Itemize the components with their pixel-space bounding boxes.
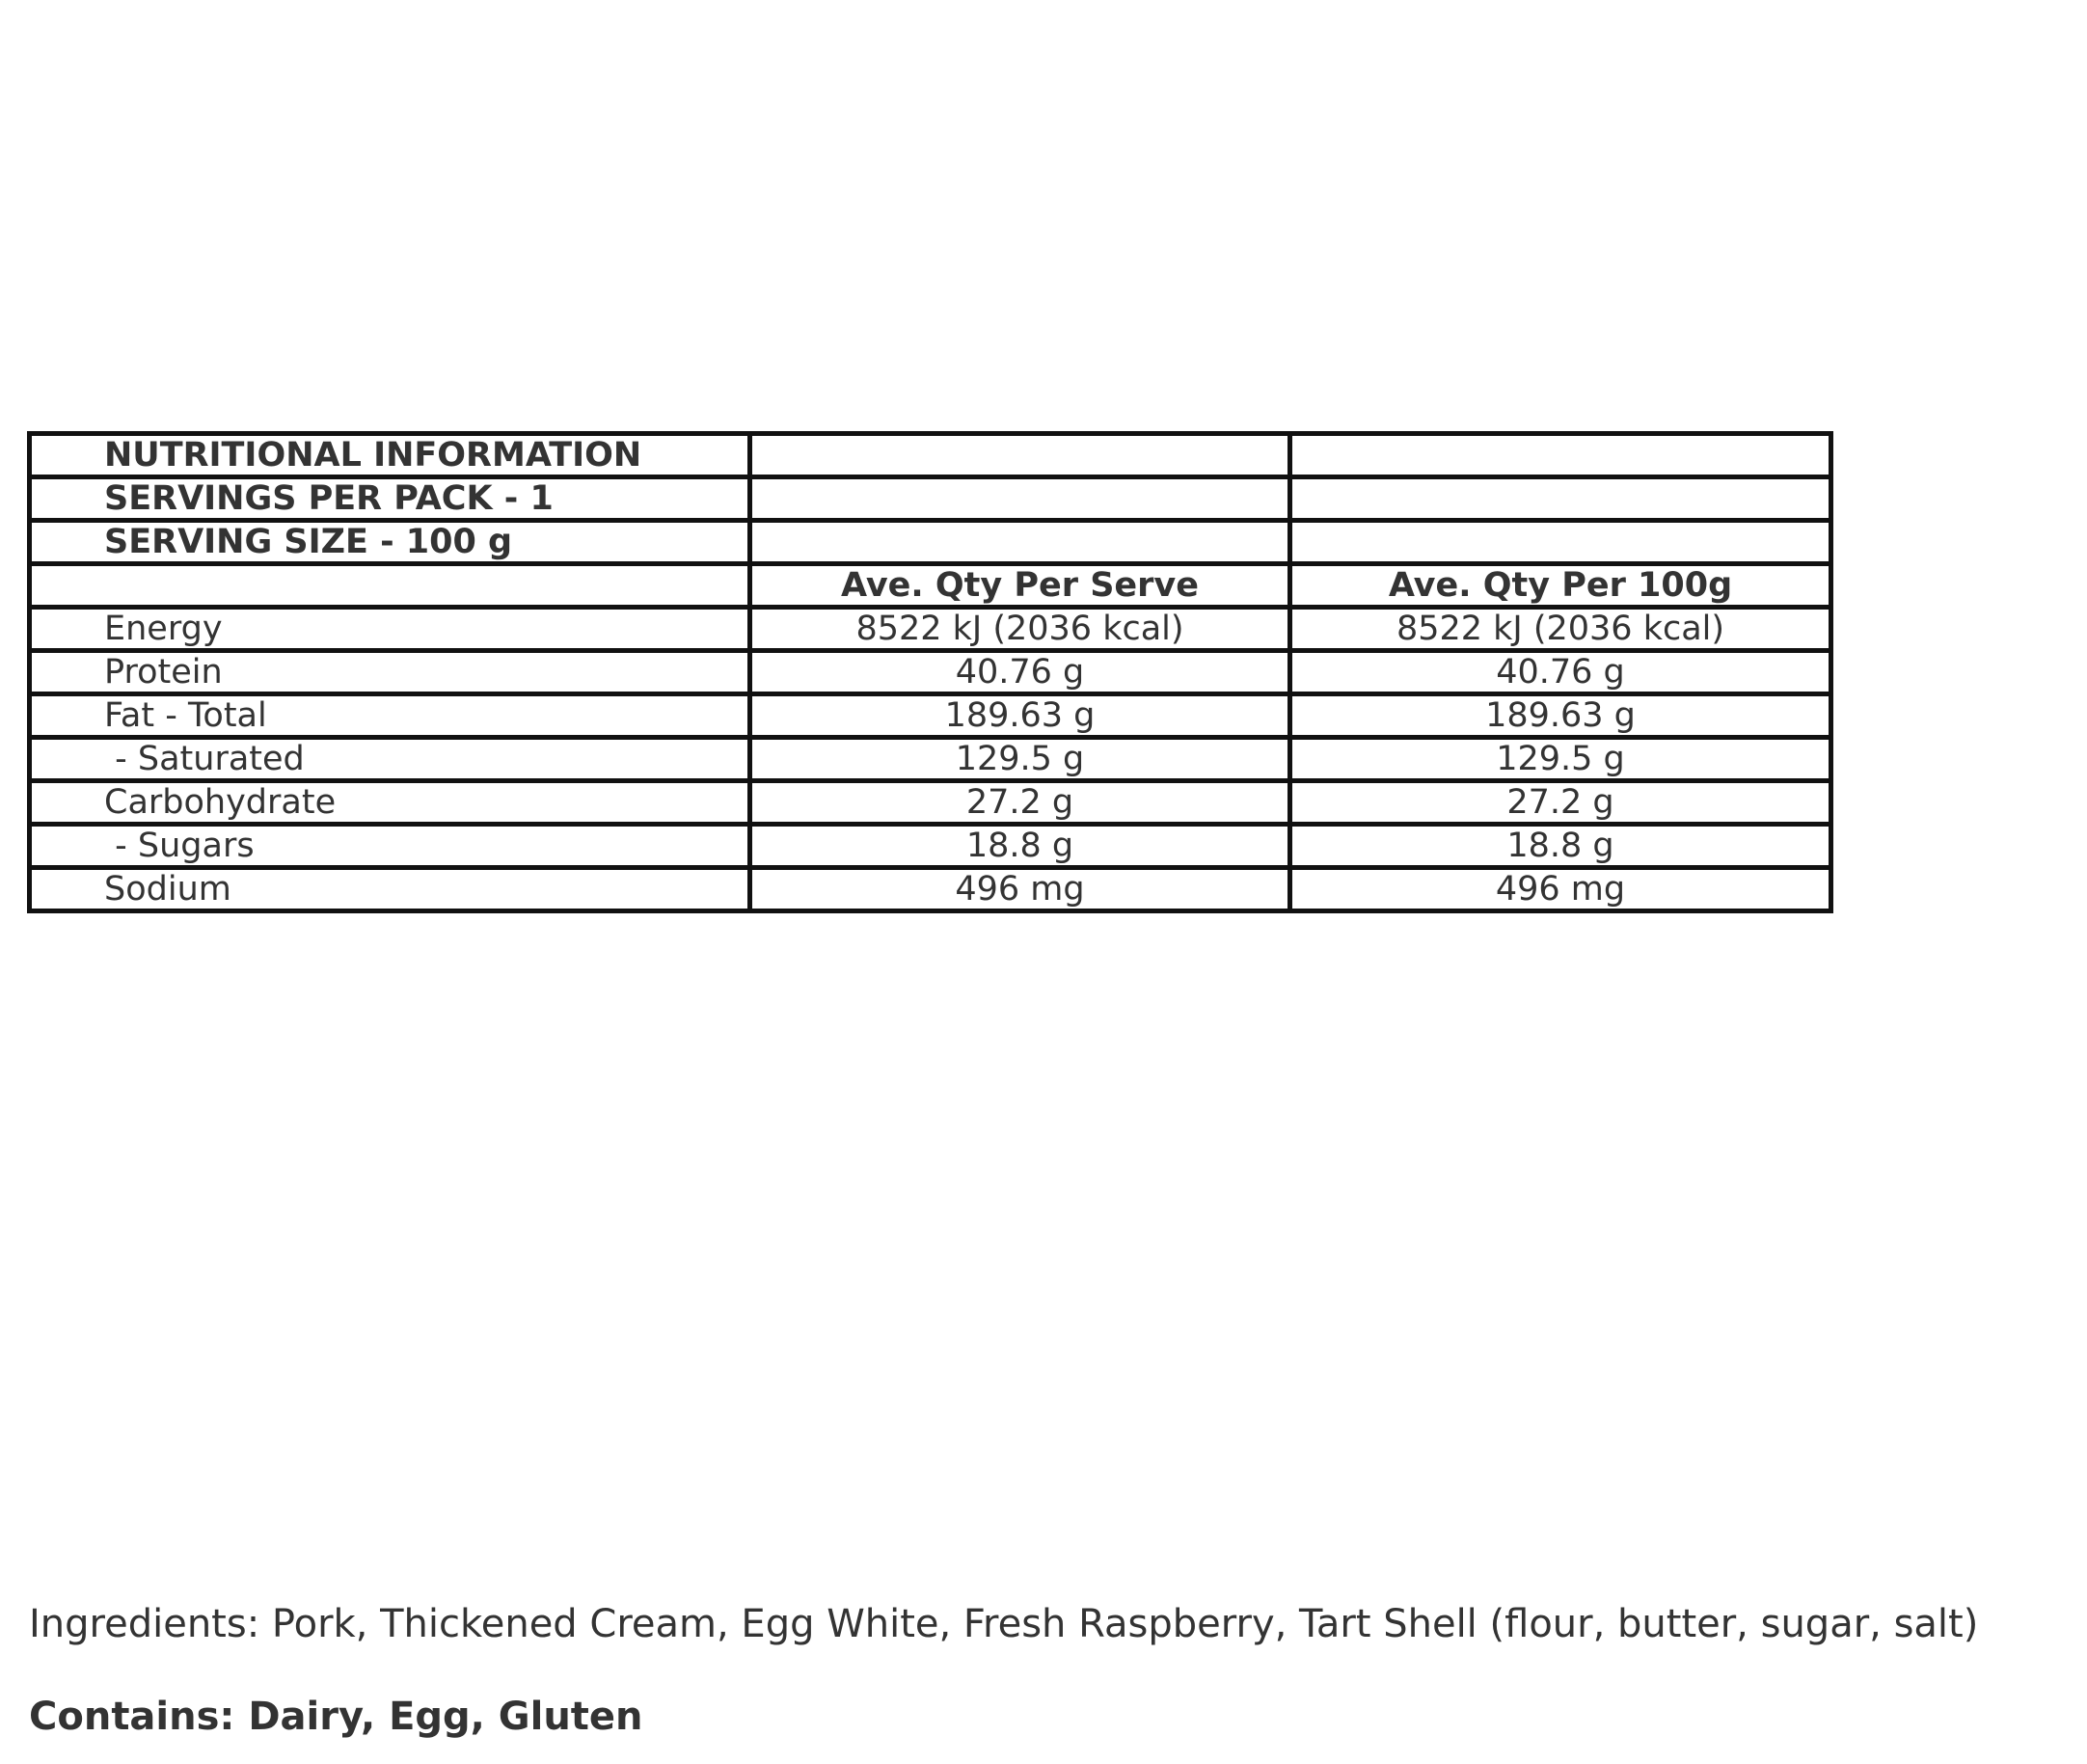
empty-cell (1290, 477, 1831, 521)
column-header-per-100g: Ave. Qty Per 100g (1290, 564, 1831, 608)
per-serve-value: 129.5 g (750, 738, 1290, 781)
table-header-row (30, 521, 1831, 564)
per-100g-value: 27.2 g (1290, 781, 1831, 825)
per-serve-value: 18.8 g (750, 825, 1290, 868)
empty-cell (750, 477, 1290, 521)
per-serve-value: 27.2 g (750, 781, 1290, 825)
nutrient-label: - Sugars (30, 825, 750, 868)
table-row (30, 738, 1831, 781)
per-serve-value: 496 mg (750, 868, 1290, 911)
table-row (30, 825, 1831, 868)
column-header-per-serve: Ave. Qty Per Serve (750, 564, 1290, 608)
nutrient-label: Protein (30, 651, 750, 694)
per-serve-value: 189.63 g (750, 694, 1290, 738)
per-serve-value: 8522 kJ (2036 kcal) (750, 608, 1290, 651)
empty-cell (750, 434, 1290, 477)
nutrition-table (27, 431, 1833, 913)
nutrient-label: Sodium (30, 868, 750, 911)
empty-cell (1290, 434, 1831, 477)
table-row (30, 781, 1831, 825)
nutrient-label: Fat - Total (30, 694, 750, 738)
table-header-row (30, 434, 1831, 477)
table-row (30, 651, 1831, 694)
per-serve-value: 40.76 g (750, 651, 1290, 694)
allergens-text: Contains: Dairy, Egg, Gluten (29, 1695, 643, 1739)
table-title: NUTRITIONAL INFORMATION (30, 434, 750, 477)
empty-cell (750, 521, 1290, 564)
per-100g-value: 189.63 g (1290, 694, 1831, 738)
nutrient-label: Carbohydrate (30, 781, 750, 825)
serving-size: SERVING SIZE - 100 g (30, 521, 750, 564)
table-row (30, 868, 1831, 911)
per-100g-value: 496 mg (1290, 868, 1831, 911)
per-100g-value: 18.8 g (1290, 825, 1831, 868)
empty-cell (1290, 521, 1831, 564)
per-100g-value: 8522 kJ (2036 kcal) (1290, 608, 1831, 651)
nutrient-label: Energy (30, 608, 750, 651)
table-row (30, 694, 1831, 738)
ingredients-text: Ingredients: Pork, Thickened Cream, Egg White, Fresh Raspberry, Tart Shell (flour, butter, sugar, salt) (29, 1602, 1979, 1646)
nutrient-label: - Saturated (30, 738, 750, 781)
servings-per-pack: SERVINGS PER PACK - 1 (30, 477, 750, 521)
per-100g-value: 129.5 g (1290, 738, 1831, 781)
table-header-row (30, 477, 1831, 521)
empty-cell (30, 564, 750, 608)
table-row (30, 608, 1831, 651)
column-header-row (30, 564, 1831, 608)
per-100g-value: 40.76 g (1290, 651, 1831, 694)
